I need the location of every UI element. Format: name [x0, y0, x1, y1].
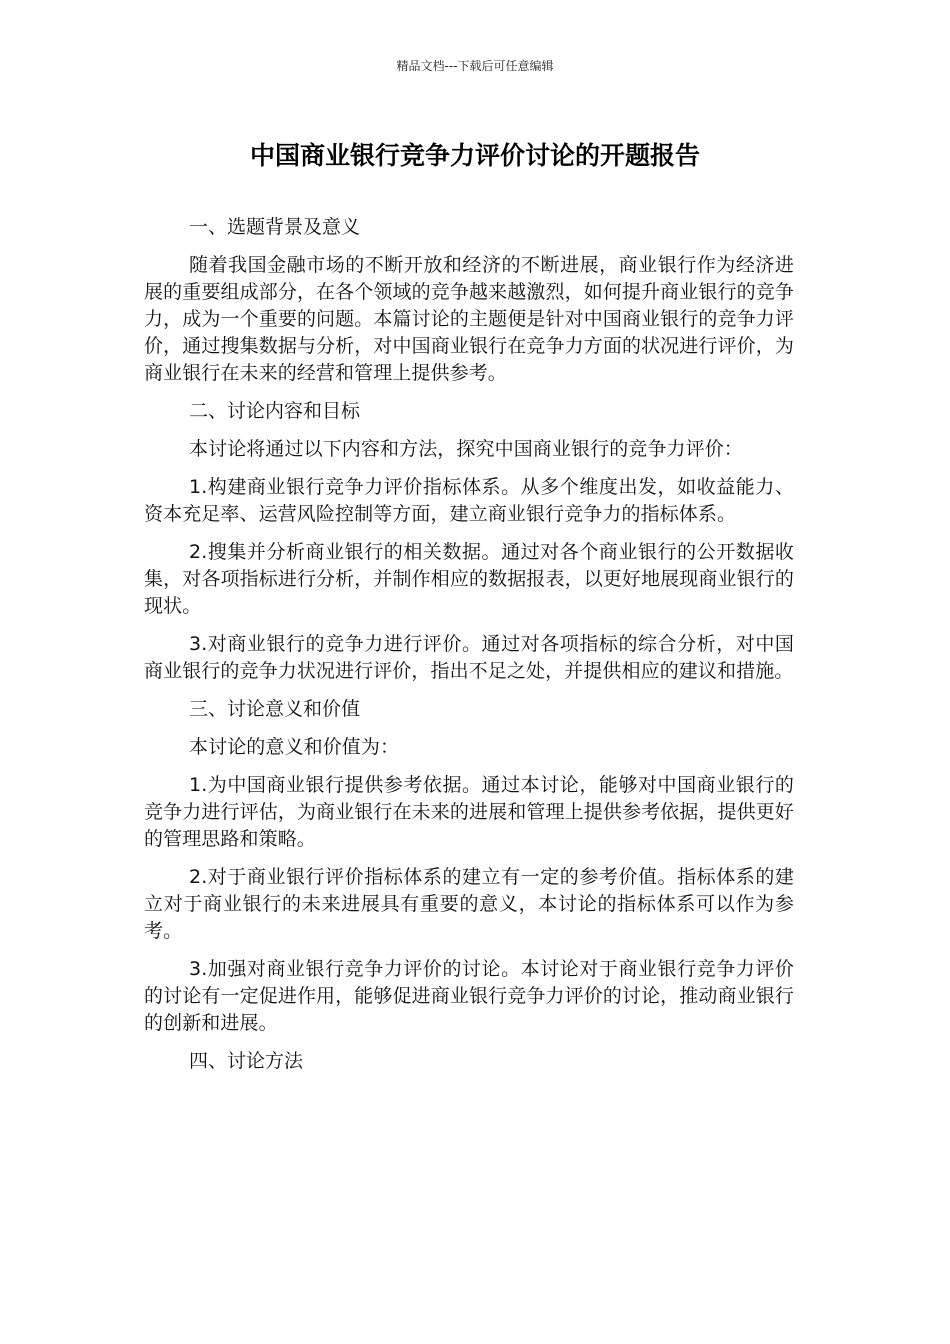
paragraph-content-item-1: 1.构建商业银行竞争力评价指标体系。从多个维度出发，如收益能力、资本充足率、运营风险控制等方面，建立商业银行竞争力的指标体系。: [144, 476, 794, 525]
section-heading-3: 三、讨论意义和价值: [189, 698, 361, 720]
paragraph-content-intro: 本讨论将通过以下内容和方法，探究中国商业银行的竞争力评价：: [189, 438, 743, 460]
document-title: 中国商业银行竞争力评价讨论的开题报告: [249, 141, 700, 170]
section-heading-2: 二、讨论内容和目标: [189, 400, 361, 422]
paragraph-content-item-2: 2.搜集并分析商业银行的相关数据。通过对各个商业银行的公开数据收集，对各项指标进行分析，并制作相应的数据报表，以更好地展现商业银行的现状。: [144, 541, 794, 617]
paragraph-value-item-3: 3.加强对商业银行竞争力评价的讨论。本讨论对于商业银行竞争力评价的讨论有一定促进作用，能够促进商业银行竞争力评价的讨论，推动商业银行的创新和进展。: [144, 958, 794, 1034]
paragraph-value-intro: 本讨论的意义和价值为：: [189, 736, 400, 758]
section-heading-4: 四、讨论方法: [189, 1050, 304, 1072]
paragraph-background: 随着我国金融市场的不断开放和经济的不断进展，商业银行作为经济进展的重要组成部分，在各个领域的竞争越来越激烈，如何提升商业银行的竞争力，成为一个重要的问题。本篇讨论的主题便是针对中国商业银行的竞争力评价，通过搜集数据与分析，对中国商业银行在竞争力方面的状况进行评价，为商业银行在未来的经营和管理上提供参考。: [144, 254, 794, 384]
section-heading-1: 一、选题背景及意义: [189, 216, 361, 238]
paragraph-content-item-3: 3.对商业银行的竞争力进行评价。通过对各项指标的综合分析，对中国商业银行的竞争力状况进行评价，指出不足之处，并提供相应的建议和措施。: [144, 633, 794, 682]
paragraph-value-item-1: 1.为中国商业银行提供参考依据。通过本讨论，能够对中国商业银行的竞争力进行评估，为商业银行在未来的进展和管理上提供参考依据，提供更好的管理思路和策略。: [144, 774, 794, 850]
paragraph-value-item-2: 2.对于商业银行评价指标体系的建立有一定的参考价值。指标体系的建立对于商业银行的未来进展具有重要的意义，本讨论的指标体系可以作为参考。: [144, 866, 794, 942]
document-body: [144, 214, 794, 1086]
header-note: 精品文档---下载后可任意编辑: [396, 59, 554, 73]
